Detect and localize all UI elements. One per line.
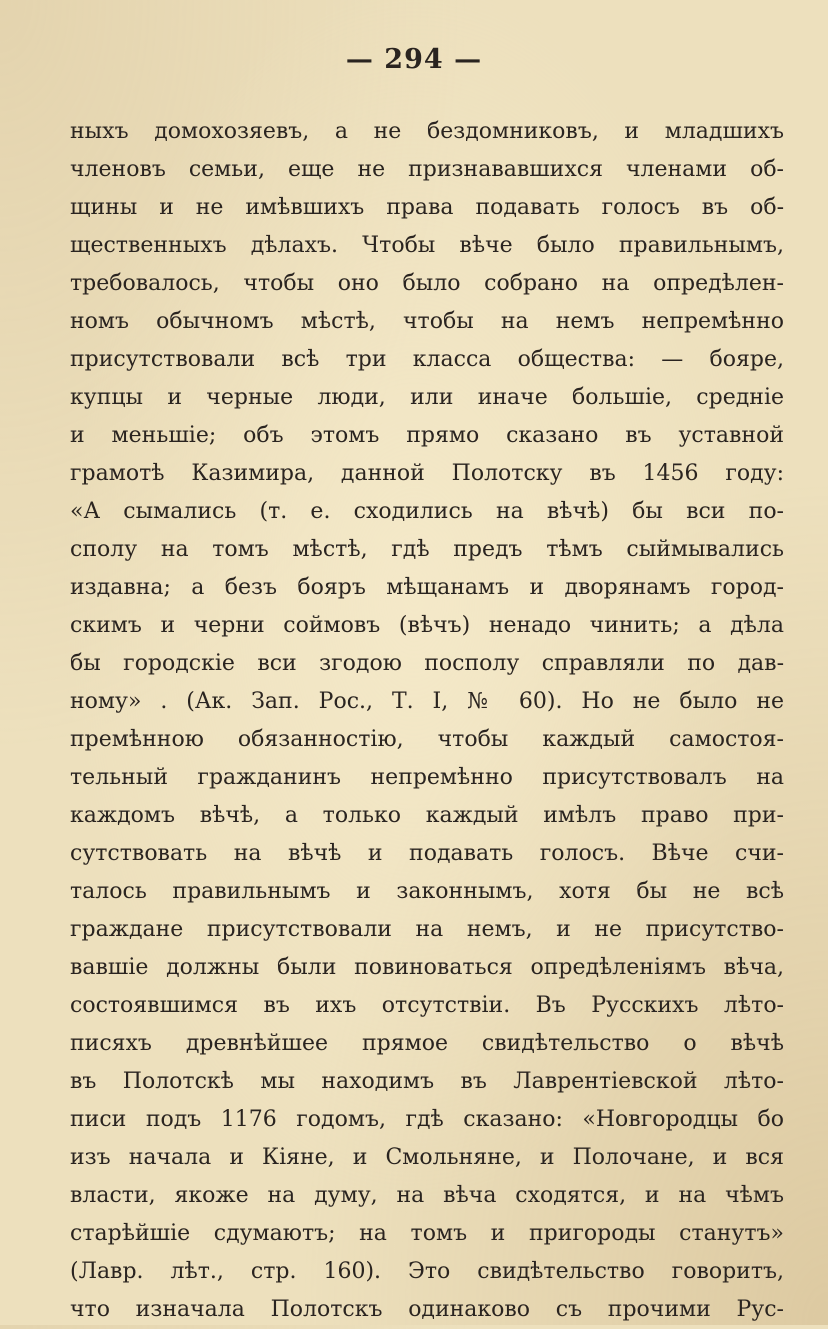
text-line: (Лавр. лѣт., стр. 160). Это свидѣтельство говоритъ,	[70, 1259, 784, 1284]
text-line: сутствовать на вѣчѣ и подавать голосъ. Вѣче счи-	[70, 841, 784, 866]
text-line: въ Полотскѣ мы находимъ въ Лаврентіевской лѣто-	[70, 1069, 784, 1094]
text-line: грамотѣ Казимира, данной Полотску въ 1456 году:	[70, 461, 784, 486]
text-line: что изначала Полотскъ одинаково съ прочими Рус-	[70, 1297, 784, 1322]
text-line: вавшіе должны были повиноваться опредѣленіямъ вѣча,	[70, 955, 784, 980]
text-line: сполу на томъ мѣстѣ, гдѣ предъ тѣмъ сыймывались	[70, 537, 784, 562]
text-line: щественныхъ дѣлахъ. Чтобы вѣче было правильнымъ,	[70, 233, 784, 258]
text-line: скимъ и черни соймовъ (вѣчъ) ненадо чинить; а дѣла	[70, 613, 784, 638]
text-line: состоявшимся въ ихъ отсутствіи. Въ Русскихъ лѣто-	[70, 993, 784, 1018]
text-line: присутствовали всѣ три класса общества: — бояре,	[70, 347, 784, 372]
text-body	[70, 113, 784, 1329]
text-line: номъ обычномъ мѣстѣ, чтобы на немъ непремѣнно	[70, 309, 784, 334]
text-line: писяхъ древнѣйшее прямое свидѣтельство о вѣчѣ	[70, 1031, 784, 1056]
text-line: бы городскіе вси згодою посполу справляли по дав-	[70, 651, 784, 676]
text-line: каждомъ вѣчѣ, а только каждый имѣлъ право при-	[70, 803, 784, 828]
text-line: ныхъ домохозяевъ, а не бездомниковъ, и младшихъ	[70, 119, 784, 144]
text-line: ному» . (Ак. Зап. Рос., Т. I, № 60). Но не было не	[70, 689, 784, 714]
text-line: и меньшіе; объ этомъ прямо сказано въ уставной	[70, 423, 784, 448]
text-line: изъ начала и Кіяне, и Смольняне, и Полочане, и вся	[70, 1145, 784, 1170]
text-line: писи подъ 1176 годомъ, гдѣ сказано: «Новгородцы бо	[70, 1107, 784, 1132]
text-line: щины и не имѣвшихъ права подавать голосъ въ об-	[70, 195, 784, 220]
text-line: требовалось, чтобы оно было собрано на опредѣлен-	[70, 271, 784, 296]
text-line: тельный гражданинъ непремѣнно присутствовалъ на	[70, 765, 784, 790]
text-line: власти, якоже на думу, на вѣча сходятся, и на чѣмъ	[70, 1183, 784, 1208]
text-line: старѣйшіе сдумаютъ; на томъ и пригороды станутъ»	[70, 1221, 784, 1246]
text-line: граждане присутствовали на немъ, и не присутство-	[70, 917, 784, 942]
text-line: членовъ семьи, еще не признававшихся членами об-	[70, 157, 784, 182]
page-number: — 294 —	[345, 44, 483, 75]
text-line: издавна; а безъ бояръ мѣщанамъ и дворянамъ город-	[70, 575, 784, 600]
text-line: «А сымались (т. е. сходились на вѣчѣ) бы вси по-	[70, 499, 784, 524]
text-line: премѣнною обязанностію, чтобы каждый самостоя-	[70, 727, 784, 752]
text-line: купцы и черные люди, или иначе большіе, средніе	[70, 385, 784, 410]
text-line: талось правильнымъ и законнымъ, хотя бы не всѣ	[70, 879, 784, 904]
